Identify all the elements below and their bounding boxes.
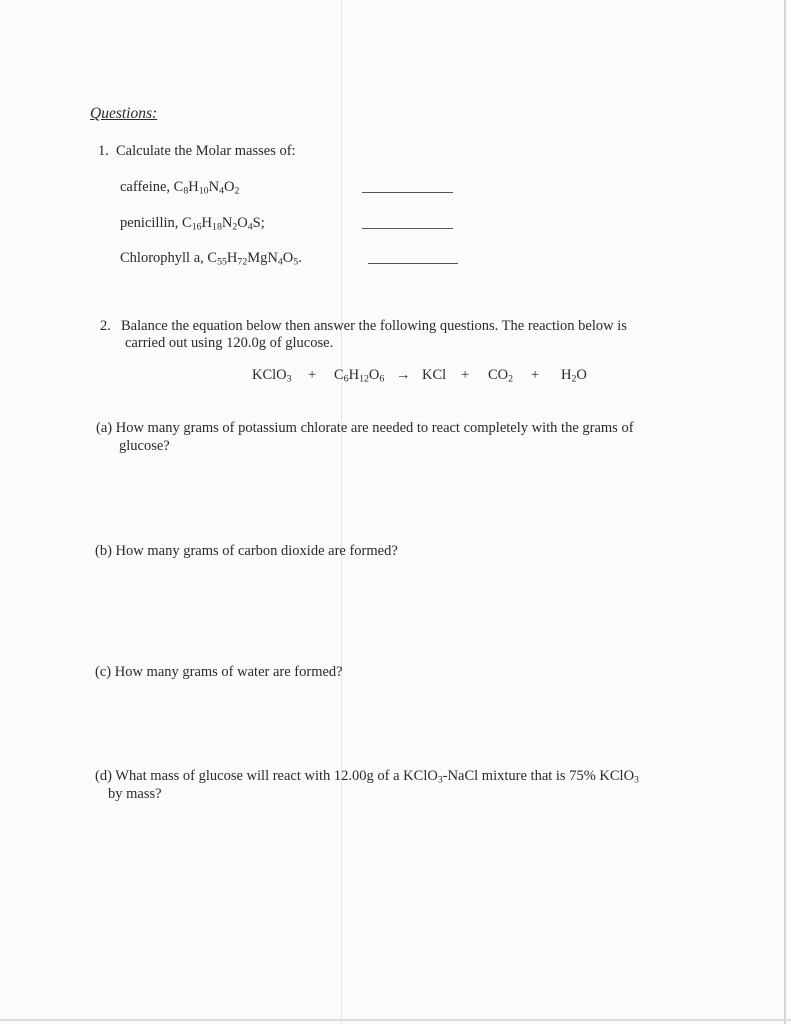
penicillin-formula: $C_{16}H_{18}N_2O_4S$ (182, 215, 261, 233)
eq-kclo3: KClO$_3$ (252, 367, 292, 385)
penicillin-name: penicillin, (120, 215, 183, 231)
penicillin-answer-blank[interactable] (362, 228, 453, 229)
q2-line2: carried out using 120.0g of glucose. (125, 335, 334, 351)
q2-number: 2. (100, 318, 111, 334)
eq-co2: $CO_2$ (488, 367, 514, 385)
eq-kcl: KCl (422, 367, 447, 383)
penicillin-item: penicillin, $C_{16}H_{18}N_2O_4S$; (120, 215, 265, 233)
caffeine-answer-blank[interactable] (362, 192, 453, 193)
caffeine-name: caffeine, (120, 179, 174, 195)
part-d-line1: (d) What mass of glucose will react with 12.00g of a KClO$_3$-NaCl mixture that is 75% KClO$_3$ (95, 768, 639, 786)
q1-number: 1. (98, 143, 109, 159)
q1-text: Calculate the Molar masses of: (116, 143, 296, 159)
part-b: (b) How many grams of carbon dioxide are formed? (95, 543, 398, 559)
chlorophyll-name: Chlorophyll a, (120, 250, 208, 266)
part-a-line1: (a) How many grams of potassium chlorate are needed to react completely with the grams of (96, 420, 634, 436)
part-d-line2: by mass? (108, 786, 162, 802)
chlorophyll-answer-blank[interactable] (368, 263, 458, 264)
eq-plus-3: + (531, 367, 540, 383)
part-a-line2: glucose? (119, 438, 170, 454)
part-c: (c) How many grams of water are formed? (95, 664, 343, 680)
eq-glucose: $C_6H_{12}O_6$ (334, 367, 385, 385)
chlorophyll-formula: $C_{55}H_{72}MgN_4O_5$ (207, 250, 299, 268)
eq-arrow: → (396, 367, 411, 383)
q2-line1: Balance the equation below then answer the following questions. The reaction below is (121, 318, 627, 334)
eq-plus-2: + (461, 367, 470, 383)
eq-plus-1: + (308, 367, 317, 383)
eq-h2o: $H_2O$ (561, 367, 587, 385)
paper-right-edge (784, 0, 786, 1024)
caffeine-formula: $C_8H_{10}N_4O_2$ (173, 179, 240, 197)
paper-bottom-edge (0, 1019, 791, 1021)
questions-heading: Questions: (90, 105, 158, 122)
chlorophyll-item: Chlorophyll a, $C_{55}H_{72}MgN_4O_5$. (120, 250, 302, 268)
caffeine-item (120, 179, 239, 196)
paper-fold-line (341, 0, 342, 1024)
